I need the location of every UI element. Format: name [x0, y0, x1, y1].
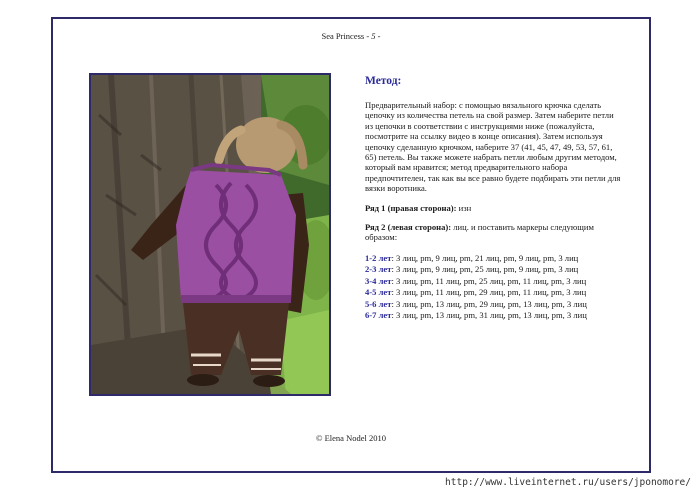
- knitted-sweater-photo: [89, 73, 331, 396]
- row-1-text: изн: [456, 202, 472, 213]
- document-page: [51, 17, 651, 473]
- size-line: [365, 264, 623, 274]
- page-header: [53, 31, 649, 41]
- size-line: [365, 299, 623, 309]
- row-2-text: лиц. и поставить маркеры следующим образом:: [365, 222, 594, 243]
- copyright-footer: © Elena Nodel 2010: [316, 433, 386, 443]
- size-label: 2-3 лет: [365, 264, 392, 275]
- size-text: : 3 лиц, pm, 11 лиц, pm, 29 лиц, pm, 11 лиц, pm, 3 лиц: [391, 287, 587, 298]
- size-line: [365, 276, 623, 286]
- size-label: 4-5 лет: [365, 287, 392, 298]
- size-text: : 3 лиц, pm, 13 лиц, pm, 29 лиц, pm, 13 лиц, pm, 3 лиц: [391, 298, 587, 309]
- row-2-instruction: [365, 222, 623, 243]
- size-line: [365, 253, 623, 263]
- size-text: : 3 лиц, pm, 9 лиц, pm, 21 лиц, pm, 9 лиц, pm, 3 лиц: [391, 252, 579, 263]
- header-suffix: -: [375, 31, 381, 41]
- size-list: [365, 253, 623, 320]
- size-label: 3-4 лет: [365, 275, 392, 286]
- intro-paragraph: Предварительный набор: с помощью вязального крючка сделать цепочку из количества петель на свой размер. Затем наберите петли из цепочки в соответствии с инструкциями ниже (пожалуйста, посмотрите на ссылку видео в конце описания). Затем используя цепочку сделанную крючком, наберите 37 (41, 45, 47, 49, 53, 57, 61, 65) петель. Вы также можете набрать петли любым другим методом, который вам нравится; метод предварительного набора предпочтителен, так как вы все равно будете подбирать эти петли для вязки воротника.: [365, 100, 621, 194]
- header-page-number: 5: [371, 31, 376, 41]
- size-text: : 3 лиц, pm, 13 лиц, pm, 31 лиц, pm, 13 лиц, pm, 3 лиц: [391, 309, 587, 320]
- size-label: 5-6 лет: [365, 298, 392, 309]
- size-line: [365, 287, 623, 297]
- photo-illustration: [91, 75, 329, 394]
- size-line: [365, 310, 623, 320]
- section-heading: Метод:: [365, 75, 402, 87]
- watermark-url: http://www.liveinternet.ru/users/jponomore/: [445, 477, 691, 488]
- size-label: 6-7 лет: [365, 309, 392, 320]
- row-2-title: Ряд 2 (левая сторона):: [365, 222, 452, 233]
- pattern-text: [365, 74, 623, 321]
- size-text: : 3 лиц, pm, 11 лиц, pm, 25 лиц, pm, 11 лиц, pm, 3 лиц: [391, 275, 587, 286]
- size-label: 1-2 лет: [365, 252, 392, 263]
- row-1-title: Ряд 1 (правая сторона):: [365, 202, 457, 213]
- size-text: : 3 лиц, pm, 9 лиц, pm, 25 лиц, pm, 9 лиц, pm, 3 лиц: [391, 264, 579, 275]
- row-1-instruction: [365, 203, 623, 213]
- header-title: Sea Princess -: [321, 31, 372, 41]
